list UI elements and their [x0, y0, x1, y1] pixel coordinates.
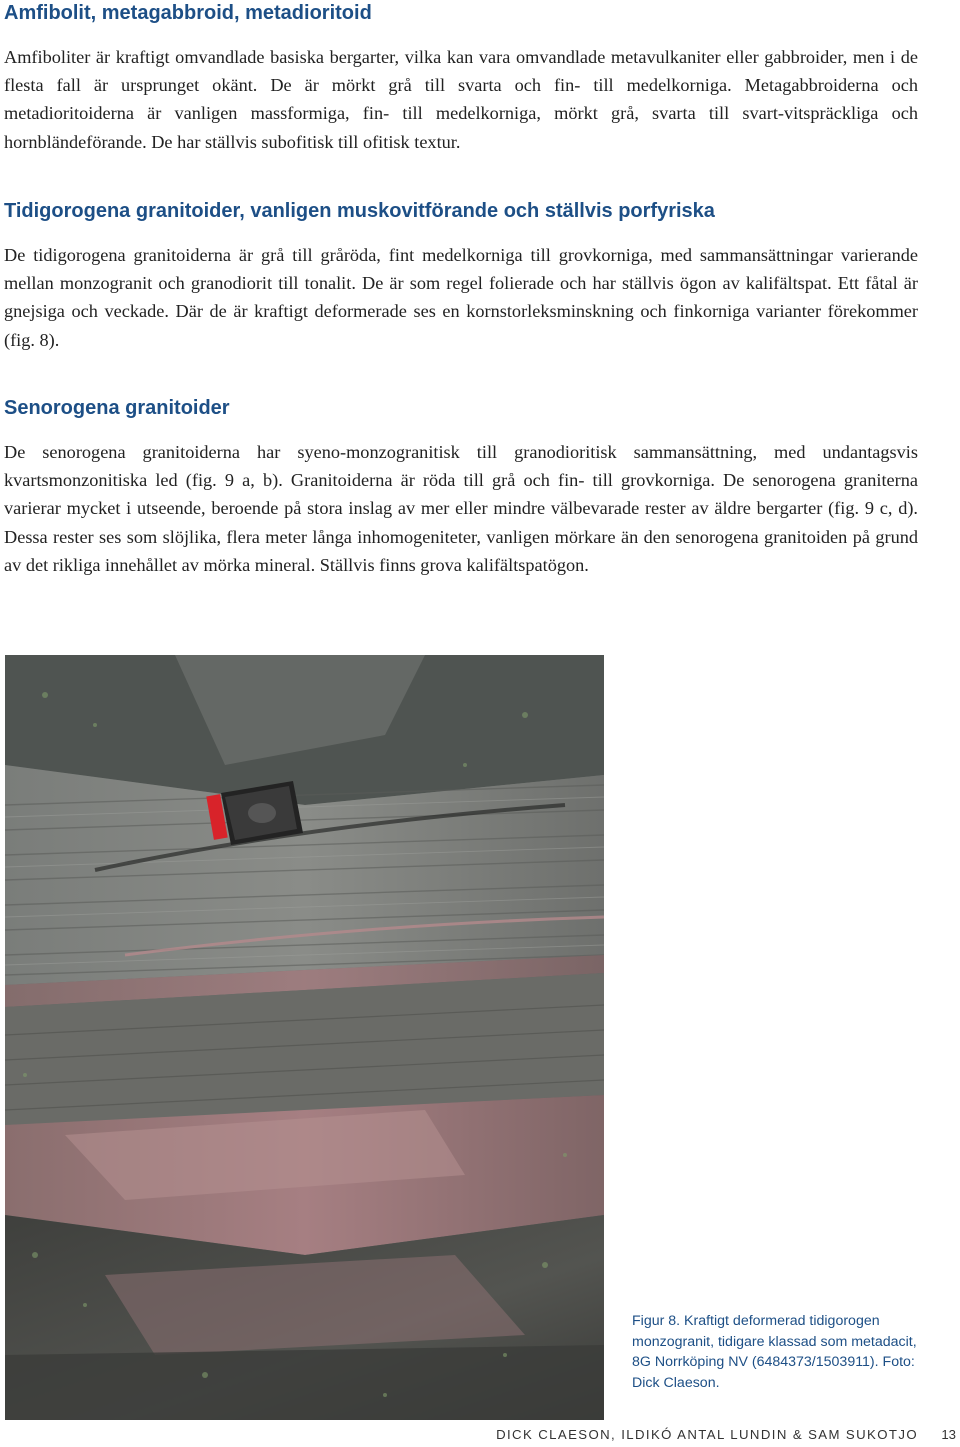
paragraph-amfibolit: Amfiboliter är kraftigt omvandlade basiska bergarter, vilka kan vara omvandlade metavulkaniter eller gabbroider, men i de flesta fall är ursprunget okänt. De är mörkt grå till svarta och fin- till medelkorniga. Metagabbroiderna och metadioritoiderna är vanligen massformiga, fin- till medelkorniga, mörkt grå, svarta till svart-vitspräckliga och hornbländeförande. De har ställvis subofitisk till ofitisk textur. — [4, 47, 918, 152]
figure-caption: Figur 8. Kraftigt deformerad tidigorogen monzogranit, tidigare klassad som metadacit, 8G Norrköping NV (6484373/1503911). Foto: Dick Claeson. — [632, 1313, 917, 1391]
footer-authors: DICK CLAESON, ILDIKÓ ANTAL LUNDIN & SAM SUKOTJO — [496, 1427, 918, 1442]
paragraph-senorogena: De senorogena granitoiderna har syeno-monzogranitisk till granodioritisk sammansättning, med undantagsvis kvartsmonzonitiska led (fig. 9 a, b). Granitoiderna är röda till grå och fin- till grovkorniga. De senorogena graniterna varierar mycket i utseende, beroende på stora inslag av mer eller mindre välbevarade rester av äldre bergarter (fig. 9 c, d). Dessa rester ses som slöjlika, flera meter långa inhomogeniteter, vanligen mörkare än den senorogena granitoiden på grund av det rikliga innehållet av mörka mineral. Ställvis finns grova kalifältspatögon. — [4, 442, 918, 575]
figure-8-photo — [5, 655, 604, 1420]
paragraph-tidigorogena: De tidigorogena granitoiderna är grå till gråröda, fint medelkorniga till grovkorniga, med sammansättningar varierande mellan monzogranit och granodiorit till tonalit. De är som regel folierade och har ställvis ögon av kalifältspat. Ett fåtal är gnejsiga och veckade. Där de är kraftigt deformerade ses en kornstorleksminskning och finkorniga varianter förekommer (fig. 8). — [4, 245, 918, 350]
page-number: 13 — [941, 1427, 956, 1442]
heading-senorogena: Senorogena granitoider — [4, 397, 230, 419]
heading-amfibolit: Amfibolit, metagabbroid, metadioritoid — [4, 2, 372, 24]
heading-tidigorogena: Tidigorogena granitoider, vanligen muskovitförande och ställvis porfyriska — [4, 200, 715, 222]
